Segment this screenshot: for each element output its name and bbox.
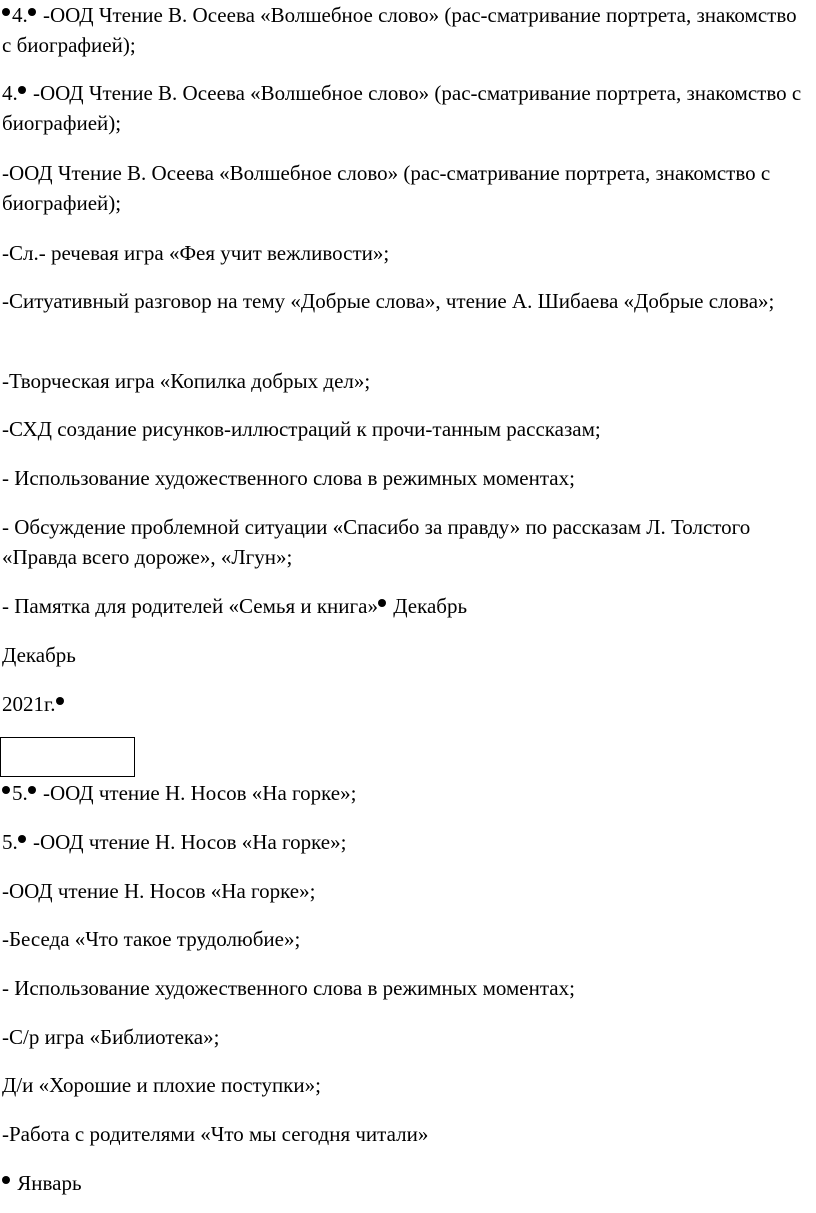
paragraph-20: -Работа с родителями «Что мы сегодня читали» — [2, 1122, 429, 1146]
paragraph-17: - Использование художественного слова в режимных моментах; — [2, 976, 575, 1000]
paragraph-text: -ООД чтение Н. Носов «На горке»; — [37, 781, 357, 805]
bullet-icon — [28, 786, 36, 794]
paragraph-3: -ООД Чтение В. Осеева «Волшебное слово» (рас-сматривание портрета, знакомство с биографией); — [2, 161, 771, 215]
paragraph-4: -Сл.- речевая игра «Фея учит вежливости»; — [2, 241, 390, 265]
month-label: Январь — [12, 1171, 82, 1195]
paragraph-text: -ООД чтение Н. Носов «На горке»; — [27, 830, 347, 854]
bullet-icon — [18, 835, 26, 843]
paragraph-10 — [2, 591, 802, 621]
paragraph-13 — [2, 778, 802, 808]
month-label: Декабрь — [387, 594, 468, 618]
paragraph-2 — [2, 78, 802, 138]
item-number: 4. — [12, 3, 28, 27]
paragraph-15: -ООД чтение Н. Носов «На горке»; — [2, 879, 316, 903]
bullet-icon — [18, 86, 26, 94]
paragraph-text: -ООД Чтение В. Осеева «Волшебное слово» (рас-сматривание портрета, знакомство с биографией); — [2, 3, 797, 57]
bullet-icon — [378, 599, 386, 607]
item-number: 4. — [2, 81, 18, 105]
bullet-icon — [28, 8, 36, 16]
paragraph-text: -ООД Чтение В. Осеева «Волшебное слово» (рас-сматривание портрета, знакомство с биографией); — [2, 81, 802, 135]
paragraph-8: - Использование художественного слова в режимных моментах; — [2, 466, 575, 490]
paragraph-text: - Памятка для родителей «Семья и книга» — [2, 594, 378, 618]
paragraph-6: -Творческая игра «Копилка добрых дел»; — [2, 369, 371, 393]
paragraph-9: - Обсуждение проблемной ситуации «Спасибо за правду» по рассказам Л. Толстого «Правда всего дороже», «Лгун»; — [2, 515, 751, 569]
year-label: 2021г. — [2, 692, 56, 716]
paragraph-5: -Ситуативный разговор на тему «Добрые слова», чтение А. Шибаева «Добрые слова»; — [2, 289, 775, 313]
paragraph-14 — [2, 827, 802, 857]
paragraph-19: Д/и «Хорошие и плохие поступки»; — [2, 1073, 321, 1097]
paragraph-7: -СХД создание рисунков-иллюстраций к прочи-танным рассказам; — [2, 417, 601, 441]
paragraph-21 — [2, 1168, 802, 1198]
paragraph-16: -Беседа «Что такое трудолюбие»; — [2, 927, 301, 951]
paragraph-1 — [2, 0, 802, 60]
paragraph-18: -С/р игра «Библиотека»; — [2, 1025, 220, 1049]
empty-table-cell — [0, 737, 135, 777]
bullet-icon — [56, 697, 64, 705]
bullet-icon — [2, 8, 10, 16]
bullet-icon — [2, 1176, 10, 1184]
paragraph-12 — [2, 689, 802, 719]
item-number: 5. — [12, 781, 28, 805]
item-number: 5. — [2, 830, 18, 854]
bullet-icon — [2, 786, 10, 794]
paragraph-11: Декабрь — [2, 643, 76, 667]
